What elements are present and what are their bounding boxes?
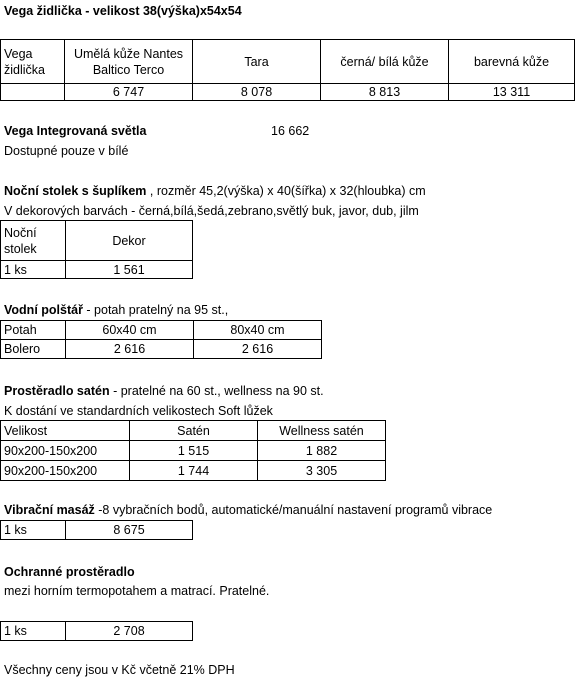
vega-header-tara: Tara [193, 40, 321, 84]
nightstand-table [0, 220, 193, 279]
massage-table [0, 520, 193, 540]
nightstand-price: 1 561 [66, 261, 193, 279]
massage-title-bold: Vibrační masáž [4, 503, 95, 517]
nightstand-qty: 1 ks [1, 261, 66, 279]
footer-note: Všechny ceny jsou v Kč včetně 21% DPH [4, 663, 235, 677]
massage-title-rest: -8 vybračních bodů, automatické/manuální nastavení programů vibrace [94, 503, 493, 517]
vega-header-nantes: Umělá kůže Nantes Baltico Terco [65, 40, 193, 84]
sheet-row2-wellness: 3 305 [258, 461, 386, 481]
pillow-row-label-bolero: Bolero [1, 340, 66, 359]
light-note: Dostupné pouze v bílé [4, 144, 129, 158]
vega-value-empty [1, 84, 65, 101]
protector-price: 2 708 [66, 622, 193, 641]
vega-value-color: 13 311 [449, 84, 575, 101]
light-price: 16 662 [271, 124, 310, 138]
sheet-row2-satin: 1 744 [130, 461, 258, 481]
vega-title-bold: Vega židlička [4, 4, 82, 18]
pillow-title-rest: - potah pratelný na 95 st., [82, 303, 229, 317]
table-row [1, 461, 386, 481]
protector-qty: 1 ks [1, 622, 66, 641]
sheet-note: K dostání ve standardních velikostech Soft lůžek [4, 404, 273, 418]
sheet-header-size: Velikost [1, 421, 130, 441]
protector-note: mezi horním termopotahem a matrací. Pratelné. [4, 584, 270, 598]
table-row [1, 441, 386, 461]
pillow-size-80x40: 80x40 cm [194, 321, 322, 340]
massage-title [4, 502, 492, 518]
sheet-header-satin: Satén [130, 421, 258, 441]
nightstand-title-rest: , rozměr 45,2(výška) x 40(šířka) x 32(hloubka) cm [149, 184, 426, 198]
pillow-price-60x40: 2 616 [66, 340, 194, 359]
pillow-size-60x40: 60x40 cm [66, 321, 194, 340]
sheet-header-wellness: Wellness satén [258, 421, 386, 441]
vega-value-nantes: 6 747 [65, 84, 193, 101]
light-title: Vega Integrovaná světla [4, 124, 147, 138]
sheet-title-bold: Prostěradlo satén [4, 384, 110, 398]
sheet-table [0, 420, 386, 481]
pillow-title-bold: Vodní polštář [4, 303, 83, 317]
nightstand-title-bold: Noční stolek s šuplíkem [4, 184, 150, 198]
sheet-title-rest: - pratelné na 60 st., wellness na 90 st. [109, 384, 324, 398]
pillow-title [4, 302, 228, 318]
sheet-row1-wellness: 1 882 [258, 441, 386, 461]
pillow-table [0, 320, 322, 359]
nightstand-note: V dekorových barvách - černá,bílá,šedá,zebrano,světlý buk, javor, dub, jilm [4, 204, 419, 218]
nightstand-header-decor: Dekor [66, 221, 193, 261]
sheet-title [4, 383, 324, 399]
massage-qty: 1 ks [1, 521, 66, 540]
vega-price-table [0, 39, 575, 101]
vega-title-rest: - velikost 38(výška)x54x54 [81, 4, 242, 18]
nightstand-label: Noční stolek [1, 221, 66, 261]
sheet-row1-satin: 1 515 [130, 441, 258, 461]
vega-title [4, 3, 242, 19]
vega-header-leather: černá/ bílá kůže [321, 40, 449, 84]
vega-header-label: Vega židlička [1, 40, 65, 84]
pillow-row-label-cover: Potah [1, 321, 66, 340]
vega-header-color: barevná kůže [449, 40, 575, 84]
pillow-price-80x40: 2 616 [194, 340, 322, 359]
protector-table [0, 621, 193, 641]
sheet-row2-size: 90x200-150x200 [1, 461, 130, 481]
nightstand-title [4, 183, 426, 199]
protector-title: Ochranné prostěradlo [4, 565, 135, 579]
sheet-row1-size: 90x200-150x200 [1, 441, 130, 461]
massage-price: 8 675 [66, 521, 193, 540]
vega-value-tara: 8 078 [193, 84, 321, 101]
vega-value-leather: 8 813 [321, 84, 449, 101]
